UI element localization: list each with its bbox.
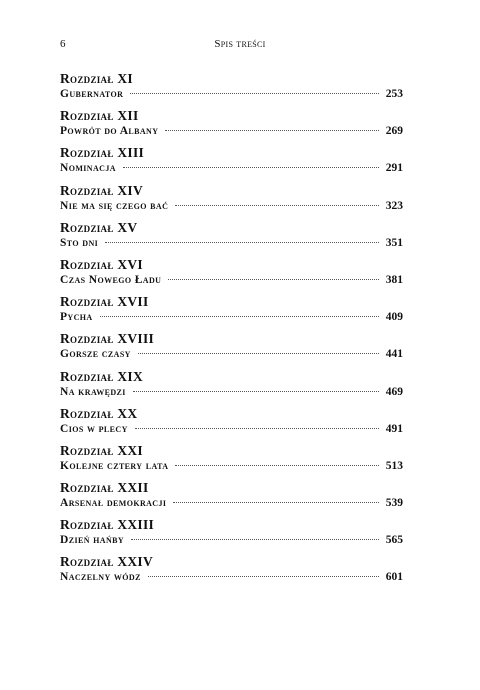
chapter-label: Rozdział XVII <box>60 294 149 310</box>
toc-entry <box>60 517 403 554</box>
dot-leader <box>105 242 379 243</box>
chapter-label: Rozdział XIII <box>60 145 145 161</box>
toc-entry <box>60 108 403 145</box>
page-ref: 269 <box>385 125 403 138</box>
dot-leader <box>131 539 379 540</box>
toc-row <box>60 570 403 584</box>
chapter-title: Powrót do Albany <box>60 125 159 138</box>
toc-entry <box>60 71 403 108</box>
toc-entry <box>60 406 403 443</box>
chapter-title: Gubernator <box>60 88 124 100</box>
chapter-title: Nie ma się czego bać <box>60 199 169 212</box>
page-ref: 291 <box>385 162 403 175</box>
toc-row <box>60 347 403 361</box>
toc-entry <box>60 369 403 406</box>
chapter-title: Pycha <box>60 311 93 324</box>
dot-leader <box>100 316 379 317</box>
dot-leader <box>123 167 379 168</box>
dot-leader <box>165 130 379 131</box>
chapter-title: Arsenał demokracji <box>60 497 167 510</box>
chapter-label: Rozdział XIV <box>60 182 143 198</box>
dot-leader <box>138 353 379 354</box>
page-number: 6 <box>60 38 66 50</box>
toc-row <box>60 459 403 473</box>
chapter-label: Rozdział XIX <box>60 368 143 384</box>
toc-entry <box>60 183 403 220</box>
chapter-label: Rozdział XXI <box>60 442 143 458</box>
page-ref: 441 <box>385 348 403 361</box>
toc-row <box>60 273 403 287</box>
page-ref: 409 <box>385 311 403 324</box>
page-header <box>60 38 420 52</box>
chapter-label: Rozdział XXII <box>60 480 149 496</box>
dot-leader <box>148 576 379 577</box>
chapter-title: Naczelny wódz <box>60 571 141 584</box>
toc-row <box>60 496 403 510</box>
chapter-label: Rozdział XII <box>60 108 139 124</box>
dot-leader <box>168 279 379 280</box>
chapter-label: Rozdział XX <box>60 405 138 421</box>
toc-row <box>60 310 403 324</box>
toc-row <box>60 199 403 213</box>
page-ref: 253 <box>385 88 403 100</box>
toc-entry <box>60 443 403 480</box>
toc-row <box>60 422 403 436</box>
toc-row <box>60 385 403 399</box>
page-ref: 323 <box>385 199 403 212</box>
chapter-title: Nominacja <box>60 162 116 175</box>
page-ref: 491 <box>385 422 403 435</box>
toc-entry <box>60 145 403 182</box>
chapter-title: Dzień hańby <box>60 534 125 547</box>
dot-leader <box>133 391 379 392</box>
chapter-label: Rozdział XXIV <box>60 554 154 570</box>
dot-leader <box>175 205 379 206</box>
chapter-title: Kolejne cztery lata <box>60 459 169 472</box>
chapter-title: Gorsze czasy <box>60 348 131 361</box>
dot-leader <box>175 465 379 466</box>
table-of-contents <box>60 71 403 592</box>
page-ref: 469 <box>385 385 403 398</box>
page-ref: 351 <box>385 236 403 249</box>
toc-row <box>60 533 403 547</box>
toc-row <box>60 87 403 101</box>
running-title: Spis treści <box>214 38 266 50</box>
toc-entry <box>60 480 403 517</box>
dot-leader <box>130 93 379 94</box>
page-ref: 601 <box>385 571 403 584</box>
dot-leader <box>135 428 379 429</box>
page-ref: 565 <box>385 534 403 547</box>
page-ref: 539 <box>385 497 403 510</box>
toc-entry <box>60 554 403 591</box>
chapter-label: Rozdział XVI <box>60 256 143 272</box>
dot-leader <box>173 502 379 503</box>
chapter-title: Czas Nowego Ładu <box>60 273 162 286</box>
chapter-label: Rozdział XI <box>60 71 133 86</box>
page-ref: 381 <box>385 273 403 286</box>
chapter-label: Rozdział XXIII <box>60 517 155 533</box>
chapter-label: Rozdział XVIII <box>60 331 155 347</box>
toc-row <box>60 124 403 138</box>
chapter-title: Sto dni <box>60 236 99 249</box>
page-ref: 513 <box>385 459 403 472</box>
toc-row <box>60 161 403 175</box>
toc-entry <box>60 294 403 331</box>
toc-entry <box>60 220 403 257</box>
toc-row <box>60 236 403 250</box>
toc-entry <box>60 257 403 294</box>
chapter-title: Na krawędzi <box>60 385 126 398</box>
toc-entry <box>60 331 403 368</box>
chapter-title: Cios w plecy <box>60 422 128 435</box>
chapter-label: Rozdział XV <box>60 219 138 235</box>
